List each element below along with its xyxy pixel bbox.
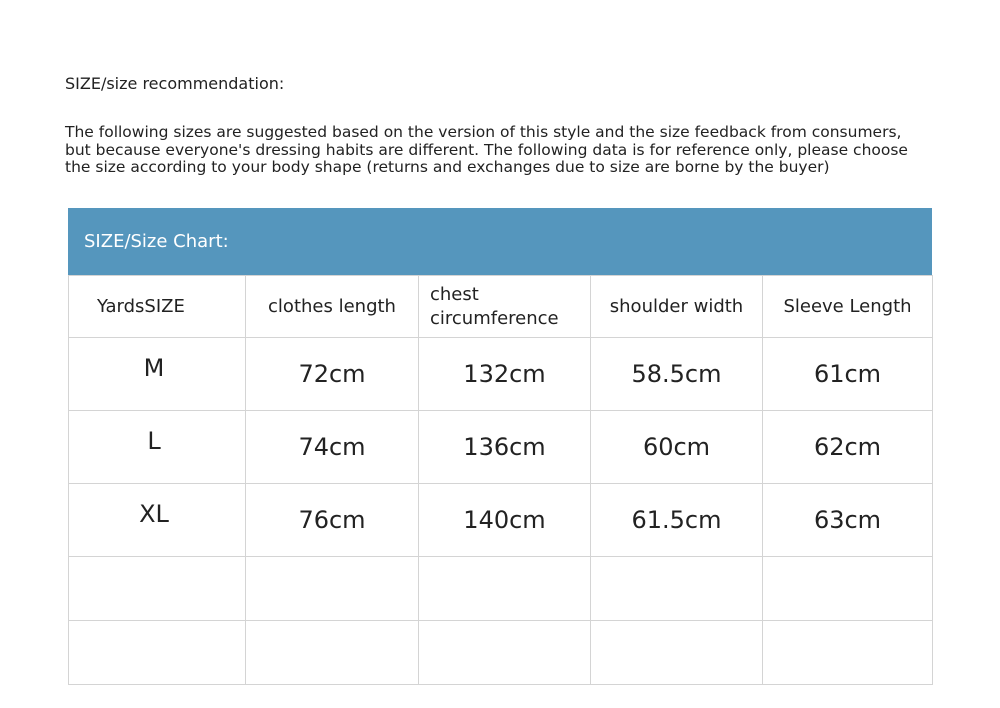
column-header-chest-circumference [419, 276, 591, 338]
table-cell [246, 621, 419, 685]
table-cell: 72cm [246, 338, 419, 411]
table-cell: 62cm [763, 411, 933, 484]
table-cell: 58.5cm [591, 338, 763, 411]
column-header-size: YardsSIZE [69, 276, 246, 338]
size-cell: L [69, 411, 246, 484]
table-row [69, 484, 933, 557]
table-cell: 76cm [246, 484, 419, 557]
table-cell [763, 621, 933, 685]
size-chart-title: SIZE/Size Chart: [68, 208, 932, 275]
column-header-clothes-length: clothes length [246, 276, 419, 338]
table-cell [591, 557, 763, 621]
intro-line: The following sizes are suggested based on the version of this style and the size feedback from consumers, [65, 123, 902, 141]
column-header-shoulder-width: shoulder width [591, 276, 763, 338]
table-cell [591, 621, 763, 685]
size-cell: XL [69, 484, 246, 557]
table-header-row [69, 276, 933, 338]
size-cell: M [69, 338, 246, 411]
table-cell: 132cm [419, 338, 591, 411]
column-header-sleeve-length: Sleeve Length [763, 276, 933, 338]
intro-line: the size according to your body shape (returns and exchanges due to size are borne by the buyer) [65, 158, 830, 176]
size-chart-table [68, 275, 933, 685]
column-header-chest-label: chest circumference [430, 283, 559, 329]
table-cell: 140cm [419, 484, 591, 557]
table-cell [69, 621, 246, 685]
table-cell: 60cm [591, 411, 763, 484]
table-cell: 63cm [763, 484, 933, 557]
intro-line: but because everyone's dressing habits are different. The following data is for reference only, please choose [65, 140, 908, 159]
size-intro-paragraph [65, 124, 945, 177]
table-cell: 61cm [763, 338, 933, 411]
table-cell [246, 557, 419, 621]
table-cell: 74cm [246, 411, 419, 484]
table-cell: 61.5cm [591, 484, 763, 557]
table-row [69, 338, 933, 411]
size-recommendation-heading: SIZE/size recommendation: [65, 74, 285, 93]
table-row-empty [69, 621, 933, 685]
table-cell [419, 557, 591, 621]
table-cell [763, 557, 933, 621]
size-chart [68, 208, 932, 685]
table-cell [69, 557, 246, 621]
table-cell: 136cm [419, 411, 591, 484]
table-row-empty [69, 557, 933, 621]
table-cell [419, 621, 591, 685]
table-row [69, 411, 933, 484]
